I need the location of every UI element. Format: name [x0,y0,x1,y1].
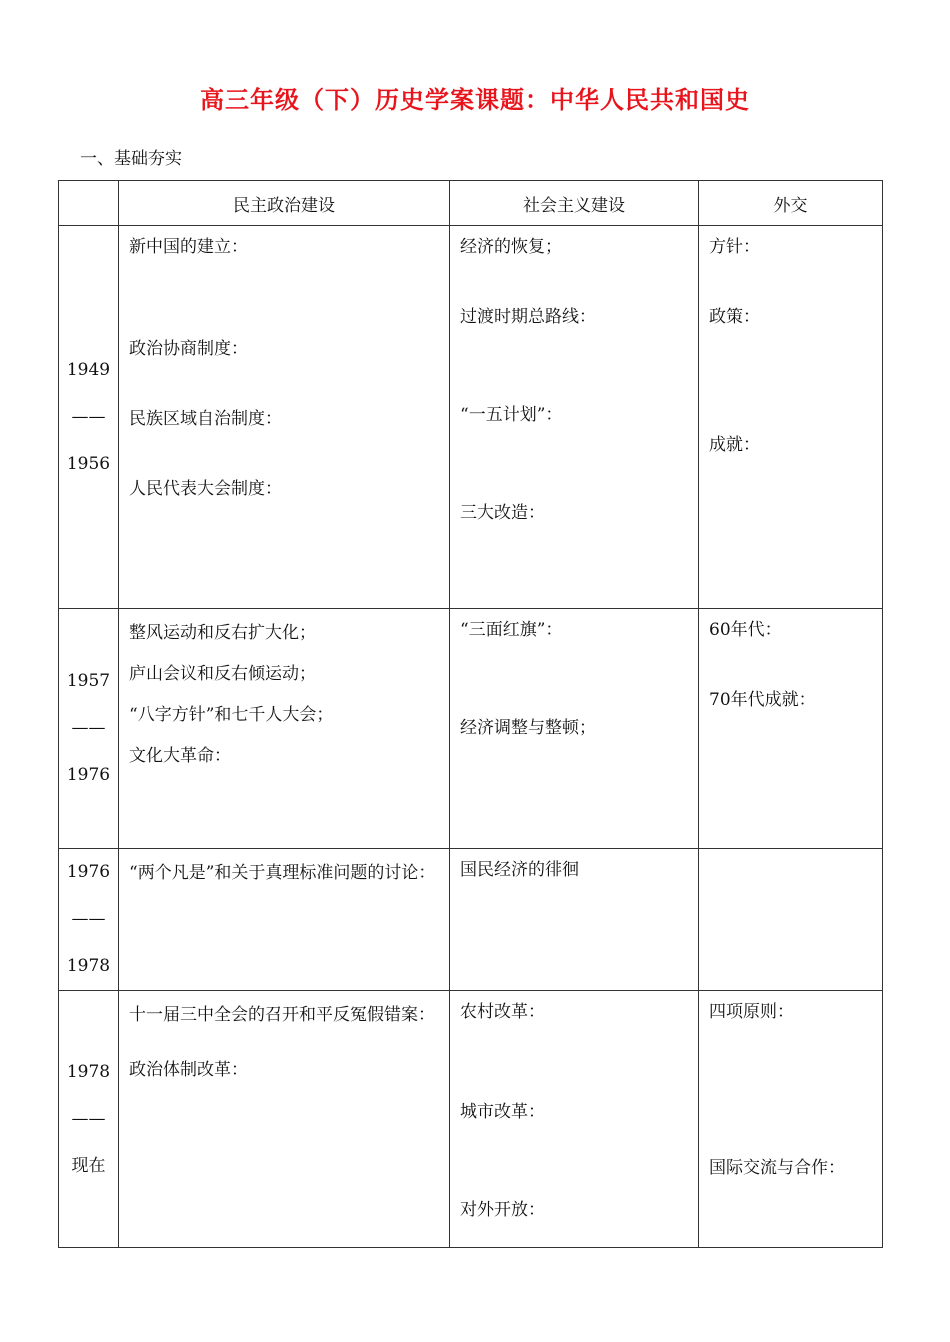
prompt-item: “一五计划”： [460,405,563,425]
prompt-item: 十一届三中全会的召开和平反冤假错案： [129,1005,435,1025]
period-dash: —— [71,909,106,929]
header-corner [59,181,119,226]
socialism-cell [450,226,699,609]
socialism-cell [450,609,699,849]
diplomacy-cell [699,849,883,991]
prompt-item: 成就： [709,435,760,455]
section-heading: 一、基础夯实 [80,149,182,169]
period-end: 1978 [66,956,111,976]
period-cell [59,226,119,609]
header-socialism: 社会主义建设 [450,181,699,226]
prompt-item: 经济的恢复； [460,237,562,257]
prompt-item: 人民代表大会制度： [129,479,282,499]
period-cell [59,991,119,1248]
prompt-item: 方针： [709,237,760,257]
prompt-item: 农村改革： [460,1002,545,1022]
period-end: 1976 [66,765,111,785]
prompt-item: 文化大革命： [129,746,231,766]
prompt-item: 庐山会议和反右倾运动； [129,664,316,684]
table-row [59,609,883,849]
democracy-cell [119,226,450,609]
header-democracy: 民主政治建设 [119,181,450,226]
prompt-item: 过渡时期总路线： [460,307,596,327]
prompt-item: 四项原则： [709,1002,794,1022]
period-start: 1949 [66,359,111,380]
prompt-item: 60年代： [709,620,782,640]
diplomacy-cell [699,991,883,1248]
period-start: 1957 [66,671,111,691]
democracy-cell [119,609,450,849]
diplomacy-cell [699,609,883,849]
prompt-item: “三面红旗”： [460,620,563,640]
period-end: 现在 [71,1155,106,1176]
socialism-cell [450,849,699,991]
prompt-item: 三大改造： [460,503,545,523]
prompt-item: “两个凡是”和关于真理标准问题的讨论： [129,863,436,883]
period-dash: —— [71,1108,106,1129]
period-dash: —— [71,718,106,738]
period-start: 1976 [66,862,111,882]
period-cell [59,849,119,991]
prompt-item: 对外开放： [460,1200,545,1220]
history-table [58,180,883,1248]
prompt-item: 政策： [709,307,760,327]
diplomacy-cell [699,226,883,609]
table-row [59,226,883,609]
period-cell [59,609,119,849]
period-end: 1956 [66,453,111,474]
prompt-item: 70年代成就： [709,690,816,710]
header-diplomacy: 外交 [699,181,883,226]
prompt-item: 民族区域自治制度： [129,409,282,429]
prompt-item: 经济调整与整顿； [460,718,596,738]
prompt-item: 国民经济的徘徊 [460,860,579,880]
prompt-item: 政治体制改革： [129,1060,248,1080]
socialism-cell [450,991,699,1248]
prompt-item: 整风运动和反右扩大化； [129,623,316,643]
period-start: 1978 [66,1061,111,1082]
period-dash: —— [71,406,106,427]
prompt-item: “八字方针”和七千人大会； [129,705,334,725]
document-title: 高三年级（下）历史学案课题：中华人民共和国史 [200,86,750,114]
democracy-cell [119,849,450,991]
table-row [59,991,883,1248]
democracy-cell [119,991,450,1248]
table-header-row [59,181,883,226]
table-row [59,849,883,991]
prompt-item: 国际交流与合作： [709,1158,845,1178]
prompt-item: 城市改革： [460,1102,545,1122]
prompt-item: 政治协商制度： [129,339,248,359]
prompt-item: 新中国的建立： [129,237,248,257]
